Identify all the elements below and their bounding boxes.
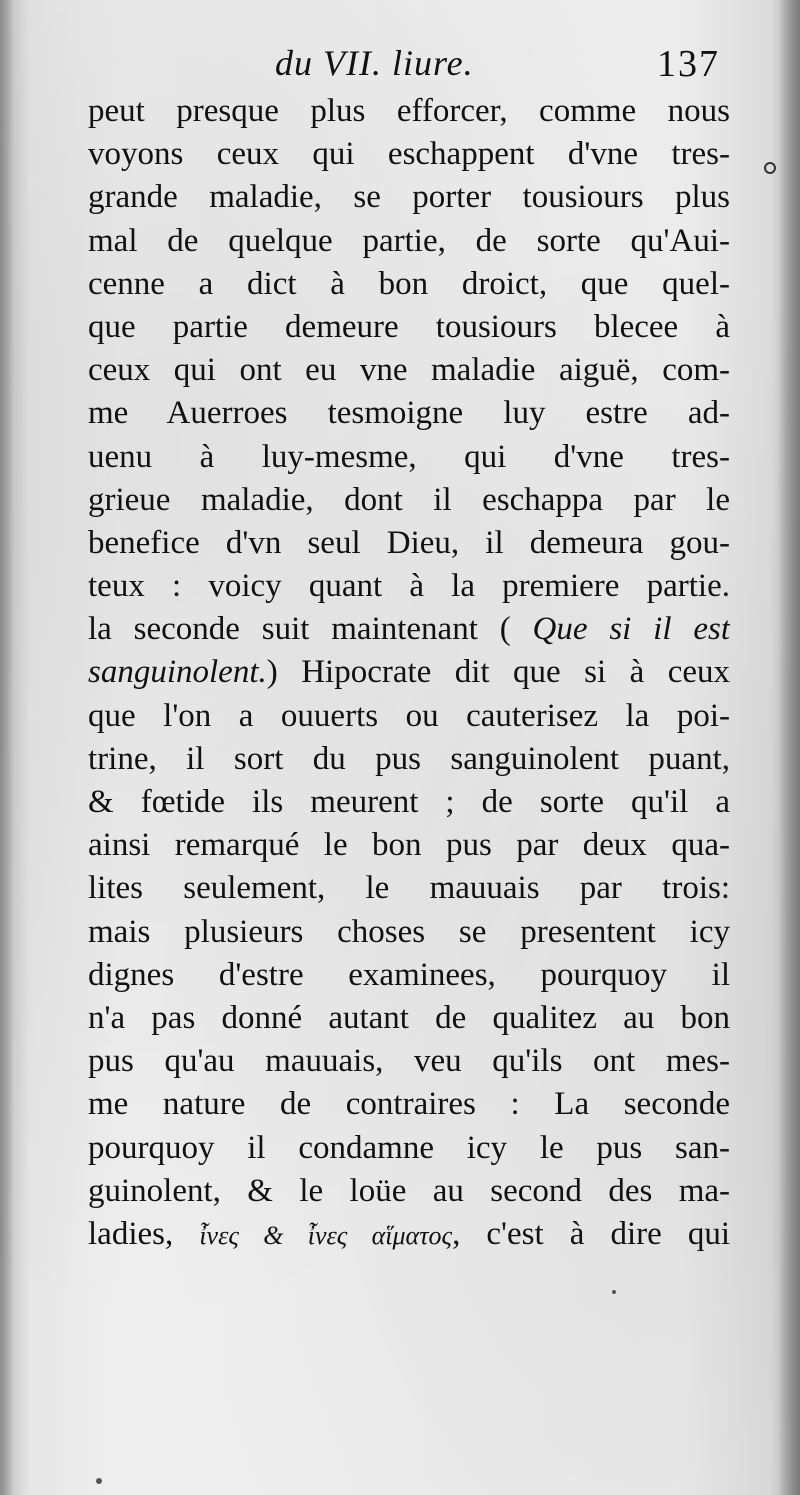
text-line: ainsi remarqué le bon pus par deux qua- bbox=[88, 827, 730, 864]
greek-phrase: ἶνες & ἶνες αἵματος bbox=[199, 1220, 453, 1250]
body-text bbox=[88, 90, 730, 1256]
text-line: ceux qui ont eu vne maladie aiguë, com- bbox=[88, 352, 730, 389]
text-segment: ladies, bbox=[88, 1215, 174, 1252]
text-line: mais plusieurs choses se presentent icy bbox=[88, 913, 730, 950]
margin-ornament-icon bbox=[764, 162, 776, 174]
page-header bbox=[90, 42, 730, 92]
text-line: trine, il sort du pus sanguinolent puant, bbox=[88, 740, 730, 777]
paper-speck bbox=[96, 1478, 102, 1484]
text-line: guinolent, & le loüe au second des ma- bbox=[88, 1172, 730, 1209]
text-line: grande maladie, se porter tousiours plus bbox=[88, 179, 730, 216]
text-line: mal de quelque partie, de sorte qu'Aui- bbox=[88, 222, 730, 259]
text-segment: la seconde suit maintenant ( bbox=[88, 611, 511, 648]
italic-citation: sanguinolent. bbox=[88, 654, 267, 691]
text-line-with-italic bbox=[88, 608, 730, 651]
text-segment: , c'est à dire qui bbox=[452, 1215, 730, 1252]
page-edge-shadow-right bbox=[778, 0, 800, 1495]
text-line: teux : voicy quant à la premiere partie. bbox=[88, 568, 730, 605]
text-line: benefice d'vn seul Dieu, il demeura gou- bbox=[88, 524, 730, 561]
text-line: uenu à luy-mesme, qui d'vne tres- bbox=[88, 438, 730, 475]
text-line: voyons ceux qui eschappent d'vne tres- bbox=[88, 136, 730, 173]
text-line: pourquoy il condamne icy le pus san- bbox=[88, 1129, 730, 1166]
text-line: me Auerroes tesmoigne luy estre ad- bbox=[88, 395, 730, 432]
text-segment: ) Hipocrate dit que si à ceux bbox=[266, 654, 730, 691]
text-line-with-italic bbox=[88, 651, 730, 694]
text-line: & fœtide ils meurent ; de sorte qu'il a bbox=[88, 784, 730, 820]
text-line: dignes d'estre examinees, pourquoy il bbox=[88, 956, 730, 993]
text-line: que partie demeure tousiours blecee à bbox=[88, 308, 730, 345]
text-line: que l'on a ouuerts ou cauterisez la poi- bbox=[88, 697, 730, 734]
text-line: grieue maladie, dont il eschappa par le bbox=[88, 481, 730, 518]
text-line: n'a pas donné autant de qualitez au bon bbox=[88, 999, 730, 1036]
page-edge-shadow-left bbox=[0, 0, 14, 1495]
paper-speck bbox=[612, 1290, 616, 1294]
text-line: cenne a dict à bon droict, que quel- bbox=[88, 265, 730, 302]
text-line: peut presque plus efforcer, comme nous bbox=[88, 93, 730, 129]
text-line-with-greek bbox=[88, 1213, 730, 1256]
text-line: lites seulement, le mauuais par trois: bbox=[88, 870, 730, 907]
page-number: 137 bbox=[657, 43, 720, 85]
text-line: me nature de contraires : La seconde bbox=[88, 1086, 730, 1123]
italic-citation: Que si il est bbox=[532, 611, 730, 648]
text-line: pus qu'au mauuais, veu qu'ils ont mes- bbox=[88, 1043, 730, 1080]
running-head: du VII. liure. bbox=[275, 43, 474, 83]
